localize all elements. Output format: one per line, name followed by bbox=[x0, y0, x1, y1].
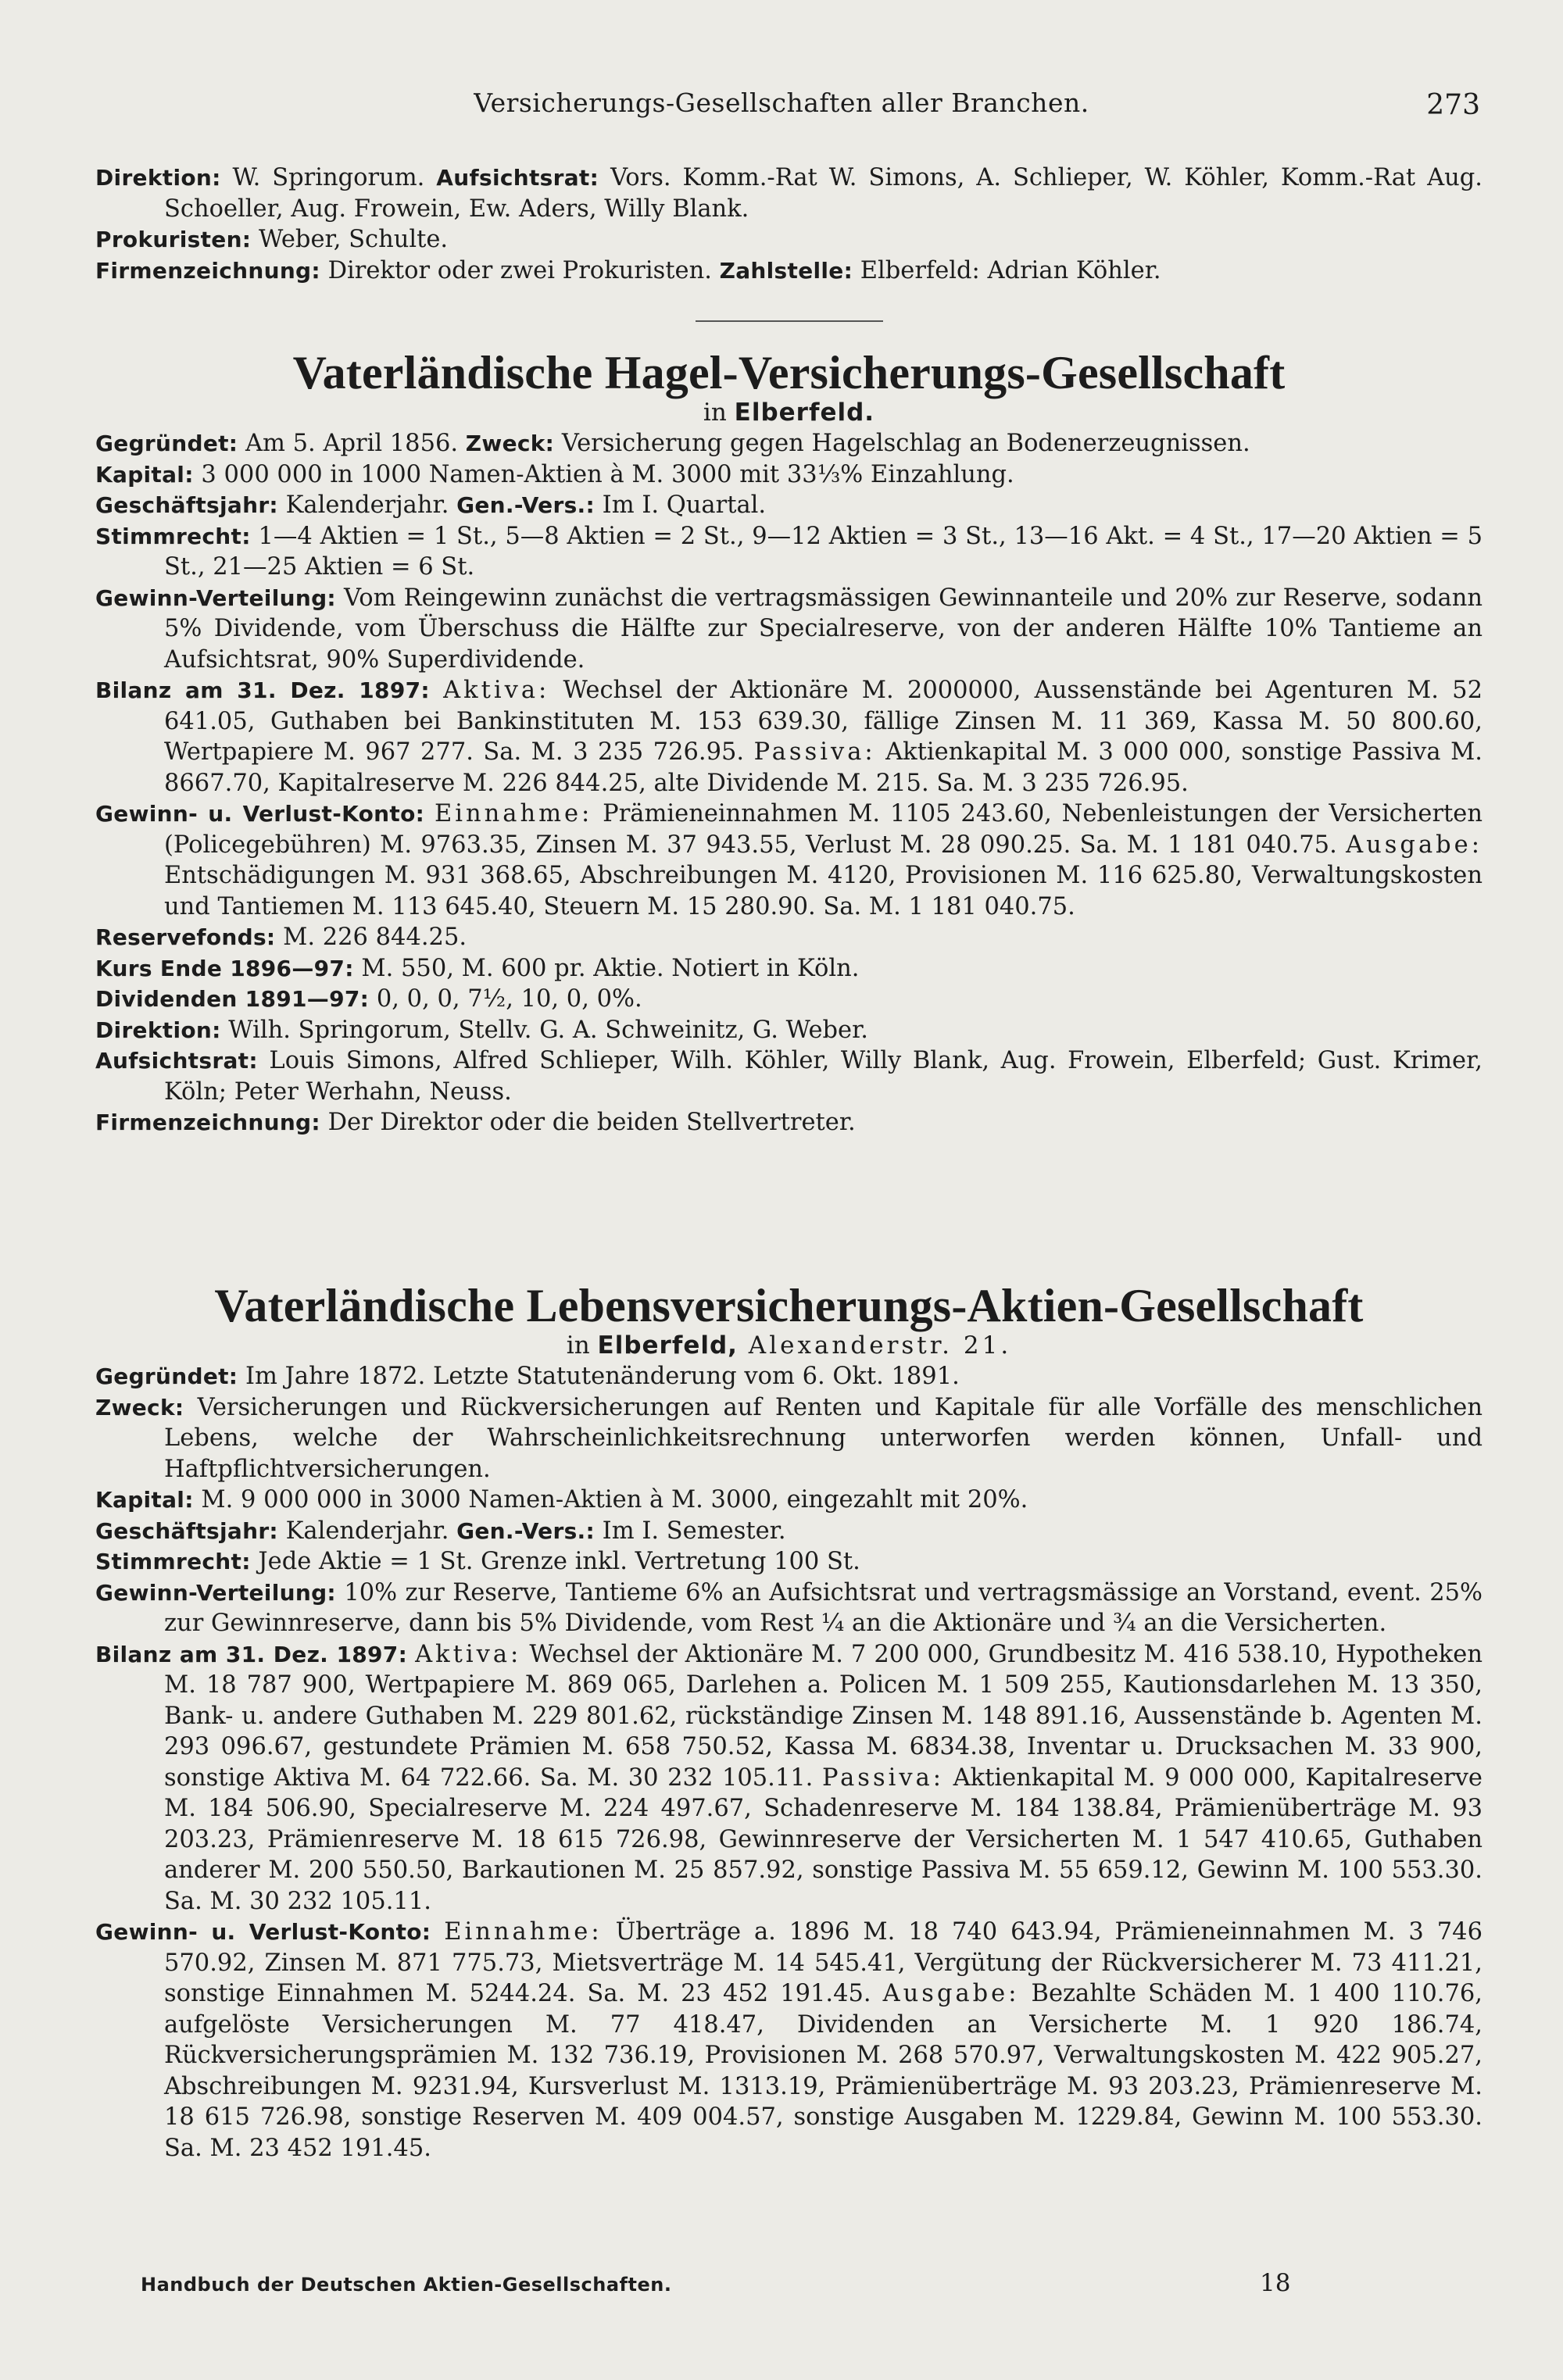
footer-title: Handbuch der Deutschen Aktien-Gesellschaften. bbox=[141, 2274, 672, 2296]
hagel-para: Dividenden 1891—97: 0, 0, 0, 7½, 10, 0, 0%. bbox=[95, 985, 642, 1013]
running-title: Versicherungs-Gesellschaften aller Branchen. bbox=[474, 88, 1089, 118]
previous-entry bbox=[95, 163, 1483, 286]
hagel-para: Geschäftsjahr: Kalenderjahr. Gen.-Vers.: Im I. Quartal. bbox=[95, 491, 767, 519]
section-divider bbox=[696, 320, 883, 322]
leben-para: Zweck: Versicherungen und Rückversicherungen auf Renten und Kapitale für alle Vorfälle des menschlichen Lebens, welche der Wahrscheinlichkeitsrechnung unterworfen werden können, Unfall- und Haftpflichtversicherungen. bbox=[95, 1393, 1483, 1483]
prev-para-3: Firmenzeichnung: Direktor oder zwei Prokuristen. Zahlstelle: Elberfeld: Adrian Köhler. bbox=[95, 256, 1161, 284]
hagel-para: Gewinn- u. Verlust-Konto: Einnahme: Prämieneinnahmen M. 1105 243.60, Nebenleistungen der Versicherten (Policegebühren) M. 9763.35, Zinsen M. 37 943.55, Verlust M. 28 090.25. Sa. M. 1 181 040.75. Ausgabe: Entschädigungen M. 931 368.65, Abschreibungen M. 4120, Provisionen M. 116 625.80, Verwaltungskosten und Tantiemen M. 113 645.40, Steuern M. 15 280.90. Sa. M. 1 181 040.75. bbox=[95, 800, 1483, 920]
hagel-para: Bilanz am 31. Dez. 1897: Aktiva: Wechsel der Aktionäre M. 2000000, Aussenstände bei Agenturen M. 52 641.05, Guthaben bei Bankinstituten M. 153 639.30, fällige Zinsen M. 11 369, Kassa M. 50 800.60, Wertpapiere M. 967 277. Sa. M. 3 235 726.95. Passiva: Aktienkapital M. 3 000 000, sonstige Passiva M. 8667.70, Kapitalreserve M. 226 844.25, alte Dividende M. 215. Sa. M. 3 235 726.95. bbox=[95, 677, 1483, 797]
leben-entry bbox=[95, 1281, 1483, 2164]
hagel-location: in Elberfeld. bbox=[703, 398, 875, 427]
hagel-para: Kurs Ende 1896—97: M. 550, M. 600 pr. Aktie. Notiert in Köln. bbox=[95, 954, 860, 982]
hagel-para: Stimmrecht: 1—4 Aktien = 1 St., 5—8 Aktien = 2 St., 9—12 Aktien = 3 St., 13—16 Akt. = 4 St., 17—20 Aktien = 5 St., 21—25 Aktien = 6 St. bbox=[95, 522, 1483, 581]
hagel-title: Vaterländische Hagel-Versicherungs-Gesellschaft bbox=[292, 347, 1286, 398]
leben-para: Geschäftsjahr: Kalenderjahr. Gen.-Vers.: Im I. Semester. bbox=[95, 1517, 786, 1545]
leben-title: Vaterländische Lebensversicherungs-Aktien-Gesellschaft bbox=[214, 1280, 1364, 1331]
leben-para: Gewinn- u. Verlust-Konto: Einnahme: Überträge a. 1896 M. 18 740 643.94, Prämieneinnahmen M. 3 746 570.92, Zinsen M. 871 775.73, Mietsverträge M. 14 545.41, Vergütung der Rückversicherer M. 73 411.21, sonstige Einnahmen M. 5244.24. Sa. M. 23 452 191.45. Ausgabe: Bezahlte Schäden M. 1 400 110.76, aufgelöste Versicherungen M. 77 418.47, Dividenden an Versicherte M. 1 920 186.74, Rückversicherungsprämien M. 132 736.19, Provisionen M. 268 570.97, Verwaltungskosten M. 422 905.27, Abschreibungen M. 9231.94, Kursverlust M. 1313.19, Prämienüberträge M. 93 203.23, Prämienreserve M. 18 615 726.98, sonstige Reserven M. 409 004.57, sonstige Ausgaben M. 1229.84, Gewinn M. 100 553.30. Sa. M. 23 452 191.45. bbox=[95, 1918, 1483, 2162]
leben-para: Stimmrecht: Jede Aktie = 1 St. Grenze inkl. Vertretung 100 St. bbox=[95, 1548, 860, 1575]
leben-para: Kapital: M. 9 000 000 in 3000 Namen-Aktien à M. 3000, eingezahlt mit 20%. bbox=[95, 1486, 1028, 1513]
leben-para: Bilanz am 31. Dez. 1897: Aktiva: Wechsel der Aktionäre M. 7 200 000, Grundbesitz M. 416 538.10, Hypotheken M. 18 787 900, Wertpapiere M. 869 065, Darlehen a. Policen M. 1 509 255, Kautionsdarlehen M. 13 350, Bank- u. andere Guthaben M. 229 801.62, rückständige Zinsen M. 148 891.16, Aussenstände b. Agenten M. 293 096.67, gestundete Prämien M. 658 750.52, Kassa M. 6834.38, Inventar u. Drucksachen M. 33 900, sonstige Aktiva M. 64 722.66. Sa. M. 30 232 105.11. Passiva: Aktienkapital M. 9 000 000, Kapitalreserve M. 184 506.90, Specialreserve M. 224 497.67, Schadenreserve M. 184 138.84, Prämienüberträge M. 93 203.23, Prämienreserve M. 18 615 726.98, Gewinnreserve der Versicherten M. 1 547 410.65, Guthaben anderer M. 200 550.50, Barkautionen M. 25 857.92, sonstige Passiva M. 55 659.12, Gewinn M. 100 553.30. Sa. M. 30 232 105.11. bbox=[95, 1640, 1483, 1915]
prev-para-2: Prokuristen: Weber, Schulte. bbox=[95, 226, 449, 253]
hagel-para: Gegründet: Am 5. April 1856. Zweck: Versicherung gegen Hagelschlag an Bodenerzeugnissen. bbox=[95, 430, 1250, 457]
prev-para-1: Direktion: W. Springorum. Aufsichtsrat: Vors. Komm.-Rat W. Simons, A. Schlieper, W. Köhler, Komm.-Rat Aug. Schoeller, Aug. Frowein, Ew. Aders, Willy Blank. bbox=[95, 164, 1483, 223]
hagel-para: Gewinn-Verteilung: Vom Reingewinn zunächst die vertragsmässigen Gewinnanteile und 20% zur Reserve, sodann 5% Dividende, vom Überschuss die Hälfte zur Specialreserve, von der anderen Hälfte 10% Tantieme an Aufsichtsrat, 90% Superdividende. bbox=[95, 584, 1483, 674]
hagel-entry bbox=[95, 348, 1483, 1138]
page-number: 273 bbox=[1426, 89, 1480, 121]
hagel-para: Firmenzeichnung: Der Direktor oder die beiden Stellvertreter. bbox=[95, 1109, 856, 1136]
signature-mark: 18 bbox=[1260, 2269, 1291, 2297]
leben-location: in Elberfeld, Alexanderstr. 21. bbox=[566, 1331, 1012, 1360]
hagel-para: Reservefonds: M. 226 844.25. bbox=[95, 924, 467, 951]
hagel-para: Direktion: Wilh. Springorum, Stellv. G. A. Schweinitz, G. Weber. bbox=[95, 1016, 868, 1044]
leben-para: Gegründet: Im Jahre 1872. Letzte Statutenänderung vom 6. Okt. 1891. bbox=[95, 1363, 960, 1390]
leben-para: Gewinn-Verteilung: 10% zur Reserve, Tantieme 6% an Aufsichtsrat und vertragsmässige an Vorstand, event. 25% zur Gewinnreserve, dann bis 5% Dividende, vom Rest ¼ an die Aktionäre und ¾ an die Versicherten. bbox=[95, 1578, 1483, 1637]
hagel-para: Kapital: 3 000 000 in 1000 Namen-Aktien à M. 3000 mit 33⅓% Einzahlung. bbox=[95, 460, 1014, 488]
hagel-para: Aufsichtsrat: Louis Simons, Alfred Schlieper, Wilh. Köhler, Willy Blank, Aug. Frowein, Elberfeld; Gust. Krimer, Köln; Peter Werhahn, Neuss. bbox=[95, 1047, 1483, 1106]
